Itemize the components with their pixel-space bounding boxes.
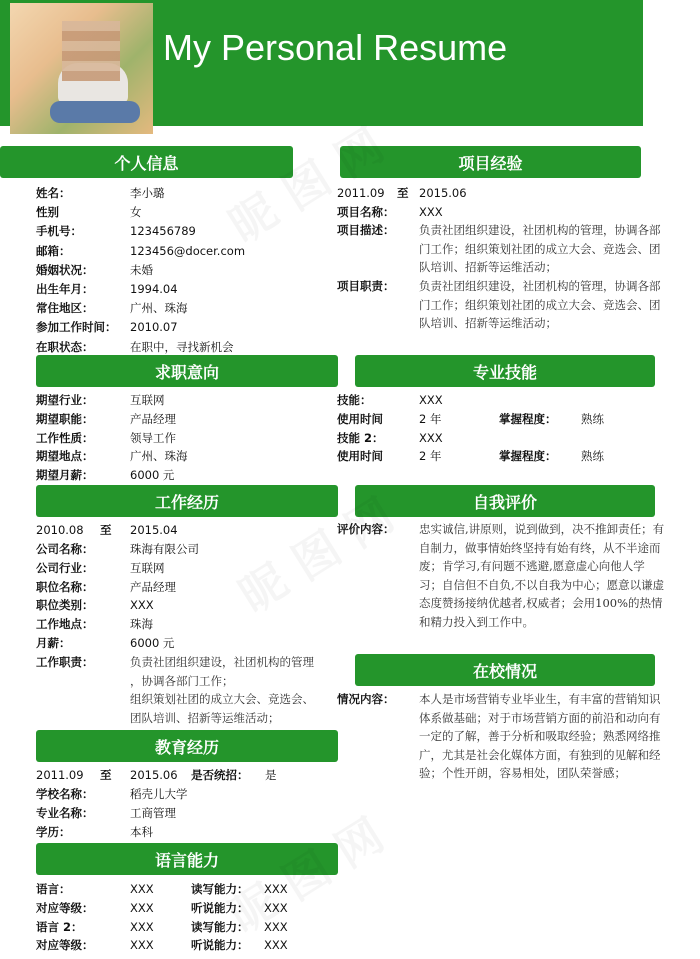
skill-2-level-label: 掌握程度： (499, 449, 557, 463)
job-intent-row (36, 391, 165, 409)
language-value: XXX (130, 882, 154, 896)
work-duty-text (130, 653, 345, 727)
photo-face-mosaic (62, 21, 120, 81)
work-duty-line-1: 负责社团组织建设，社团机构的管理 (130, 655, 314, 669)
personal-info-value: 在职中，寻找新机会 (130, 339, 234, 354)
work-end: 2015.04 (130, 523, 178, 537)
job-intent-value: 领导工作 (130, 430, 176, 445)
project-duty-text: 负责社团组织建设，社团机构的管理，协调各部门工作；组织策划社团的成立大会、竞选会、团队培训、招新等运维活动； (419, 279, 661, 331)
work-history-row (36, 578, 176, 596)
job-intent-label: 工作性质： (36, 430, 94, 445)
personal-info-label: 出生年月： (36, 282, 94, 296)
section-language: 语言能力 (36, 843, 338, 875)
project-desc-label-text: 项目描述： (337, 223, 395, 237)
job-intent-value: 6000 元 (130, 468, 175, 483)
work-history-row (36, 596, 154, 614)
skill-2-level-value: 熟练 (581, 449, 604, 463)
section-education: 教育经历 (36, 730, 338, 762)
self-eval-text: 忠实诚信,讲原则，说到做到，决不推卸责任；有自制力，做事情始终坚持有始有终，从不半途而废；肯学习,有问题不逃避,愿意虚心向他人学习；自信但不自负,不以自我为中心；愿意以谦虚态度赞扬接纳优越者,权威者；会用100%的热情和精力投入到工作中。 (419, 522, 665, 629)
job-intent-value: 广州、珠海 (130, 449, 188, 464)
personal-info-label: 姓名： (36, 186, 71, 200)
language-skill-value: XXX (264, 938, 288, 953)
education-label: 专业名称： (36, 805, 94, 820)
work-history-value: 互联网 (130, 560, 165, 575)
work-history-label: 公司行业： (36, 560, 94, 575)
skill-1-time-value: 2 年 (419, 412, 442, 426)
job-intent-row (36, 447, 188, 465)
work-duty-line-2: ，协调各部门工作； (130, 673, 234, 688)
work-history-row (36, 540, 199, 558)
personal-info-value: 123456@docer.com (130, 243, 246, 258)
personal-info-row (36, 222, 196, 240)
personal-info-value: 女 (130, 205, 142, 220)
project-end: 2015.06 (419, 186, 467, 200)
skill-2-time-value: 2 年 (419, 449, 442, 463)
project-name-label: 项目名称： (337, 205, 395, 219)
personal-info-row (36, 242, 246, 260)
personal-info-label: 邮箱： (36, 243, 71, 258)
work-duty-label (36, 653, 94, 671)
skill-1-time-label: 使用时间 (337, 412, 383, 426)
personal-info-value: 未婚 (130, 262, 153, 277)
job-intent-row (36, 410, 176, 428)
campus-text: 本人是市场营销专业毕业生，有丰富的营销知识体系做基础；对于市场营销方面的前沿和动向有一定的了解，善于分析和吸取经验；熟悉网络推广，尤其是社会化媒体方面，有独到的见解和经验；个性开朗，容易相处，团队荣誉感； (419, 692, 661, 781)
job-intent-row (36, 429, 176, 447)
project-desc-label (337, 221, 395, 239)
personal-info-value: 1994.04 (130, 282, 178, 296)
job-intent-value: 产品经理 (130, 411, 176, 426)
education-value: 稻壳儿大学 (130, 787, 188, 801)
project-duty-label (337, 277, 395, 295)
language-label: 对应等级： (36, 900, 94, 915)
personal-info-label: 常住地区： (36, 301, 94, 316)
personal-info-value: 广州、珠海 (130, 301, 188, 316)
personal-info-row (36, 184, 165, 202)
language-label: 语言： (36, 882, 71, 896)
language-skill-value: XXX (264, 882, 288, 896)
personal-info-label: 婚姻状况： (36, 262, 94, 277)
education-unified-value: 是 (265, 768, 277, 782)
language-skill-value: XXX (264, 900, 288, 915)
work-to: 至 (100, 523, 112, 537)
job-intent-label: 期望地点： (36, 449, 94, 464)
campus-label (337, 690, 395, 708)
job-intent-label: 期望行业： (36, 393, 94, 407)
job-intent-row (36, 466, 175, 484)
project-name-row (337, 203, 443, 221)
education-label: 学历： (36, 824, 71, 839)
self-eval-label-text: 评价内容： (337, 522, 395, 536)
work-history-row (36, 559, 165, 577)
personal-info-label: 参加工作时间： (36, 320, 117, 335)
work-duty-line-3: 组织策划社团的成立大会、竞选会、 (130, 692, 314, 707)
personal-info-row (36, 280, 178, 298)
skill-2-time-label: 使用时间 (337, 449, 383, 463)
skill-1-label: 技能： (337, 393, 372, 407)
skill-1-level-label: 掌握程度： (499, 412, 557, 426)
language-label: 语言 2： (36, 919, 83, 934)
work-history-label: 职位类别： (36, 598, 94, 613)
language-skill-value: XXX (264, 919, 288, 934)
section-job-intent: 求职意向 (36, 355, 338, 387)
education-row (36, 804, 176, 822)
work-history-value: 珠海有限公司 (130, 542, 199, 556)
work-history-label: 公司名称： (36, 542, 94, 556)
education-row (36, 823, 153, 841)
skill-2-detail-row (337, 447, 604, 465)
skill-2-value: XXX (419, 431, 443, 445)
education-period (36, 766, 277, 784)
language-value: XXX (130, 938, 154, 953)
watermark (215, 800, 394, 946)
education-value: 工商管理 (130, 805, 176, 820)
work-start: 2010.08 (36, 523, 84, 537)
personal-info-row (36, 299, 188, 317)
language-row (36, 880, 288, 898)
skill-2-row (337, 429, 443, 447)
education-unified-label: 是否统招： (191, 768, 249, 782)
work-duty-label-text: 工作职责： (36, 655, 94, 669)
job-intent-label: 期望月薪： (36, 468, 94, 483)
work-history-row (36, 615, 153, 633)
education-label: 学校名称： (36, 787, 94, 801)
project-duty-label-text: 项目职责： (337, 279, 395, 293)
profile-photo (10, 3, 153, 134)
work-history-value: 产品经理 (130, 579, 176, 594)
personal-info-value: 2010.07 (130, 320, 178, 335)
section-self-evaluation: 自我评价 (355, 485, 655, 517)
skill-2-label: 技能 2： (337, 431, 384, 445)
language-value: XXX (130, 919, 154, 934)
work-history-row (36, 634, 175, 652)
education-end: 2015.06 (130, 768, 178, 782)
personal-info-label: 手机号： (36, 224, 82, 239)
work-history-value: 6000 元 (130, 636, 175, 650)
work-history-value: 珠海 (130, 617, 153, 632)
photo-figure-legs (50, 101, 140, 123)
personal-info-value: 李小璐 (130, 186, 165, 200)
page-title: My Personal Resume (163, 27, 508, 68)
skill-1-value: XXX (419, 393, 443, 407)
project-to: 至 (397, 186, 409, 200)
language-row (36, 936, 288, 954)
work-history-label: 月薪： (36, 636, 71, 650)
personal-info-label: 在职状态： (36, 339, 94, 354)
personal-info-row (36, 338, 234, 356)
work-history-label: 职位名称： (36, 579, 94, 594)
education-start: 2011.09 (36, 768, 84, 782)
project-name-value: XXX (419, 205, 443, 219)
project-desc-text: 负责社团组织建设，社团机构的管理，协调各部门工作；组织策划社团的成立大会、竞选会、团队培训、招新等运维活动； (419, 223, 661, 275)
skill-1-detail-row (337, 410, 604, 428)
language-skill-label: 听说能力： (191, 900, 249, 915)
work-duty-line-4: 团队培训、招新等运维活动； (130, 710, 280, 725)
work-period (36, 521, 178, 539)
language-value: XXX (130, 900, 154, 915)
education-value: 本科 (130, 824, 153, 839)
skill-1-level-value: 熟练 (581, 412, 604, 426)
language-label: 对应等级： (36, 938, 94, 953)
skill-1-row (337, 391, 443, 409)
language-skill-label: 读写能力： (191, 882, 249, 896)
personal-info-label: 性别 (36, 205, 59, 220)
personal-info-row (36, 318, 178, 336)
personal-info-row (36, 261, 153, 279)
language-row (36, 918, 288, 936)
section-skills: 专业技能 (355, 355, 655, 387)
section-personal-info: 个人信息 (0, 146, 293, 178)
job-intent-value: 互联网 (130, 393, 165, 407)
section-campus: 在校情况 (355, 654, 655, 686)
campus-label-text: 情况内容： (337, 692, 395, 706)
job-intent-label: 期望职能： (36, 411, 94, 426)
education-to: 至 (100, 768, 112, 782)
section-project-experience: 项目经验 (340, 146, 641, 178)
education-row (36, 785, 188, 803)
language-skill-label: 听说能力： (191, 938, 249, 953)
language-row (36, 899, 288, 917)
section-work-history: 工作经历 (36, 485, 338, 517)
language-skill-label: 读写能力： (191, 919, 249, 934)
work-history-label: 工作地点： (36, 617, 94, 632)
personal-info-value: 123456789 (130, 224, 196, 239)
personal-info-row (36, 203, 142, 221)
work-history-value: XXX (130, 598, 154, 613)
project-start: 2011.09 (337, 186, 385, 200)
